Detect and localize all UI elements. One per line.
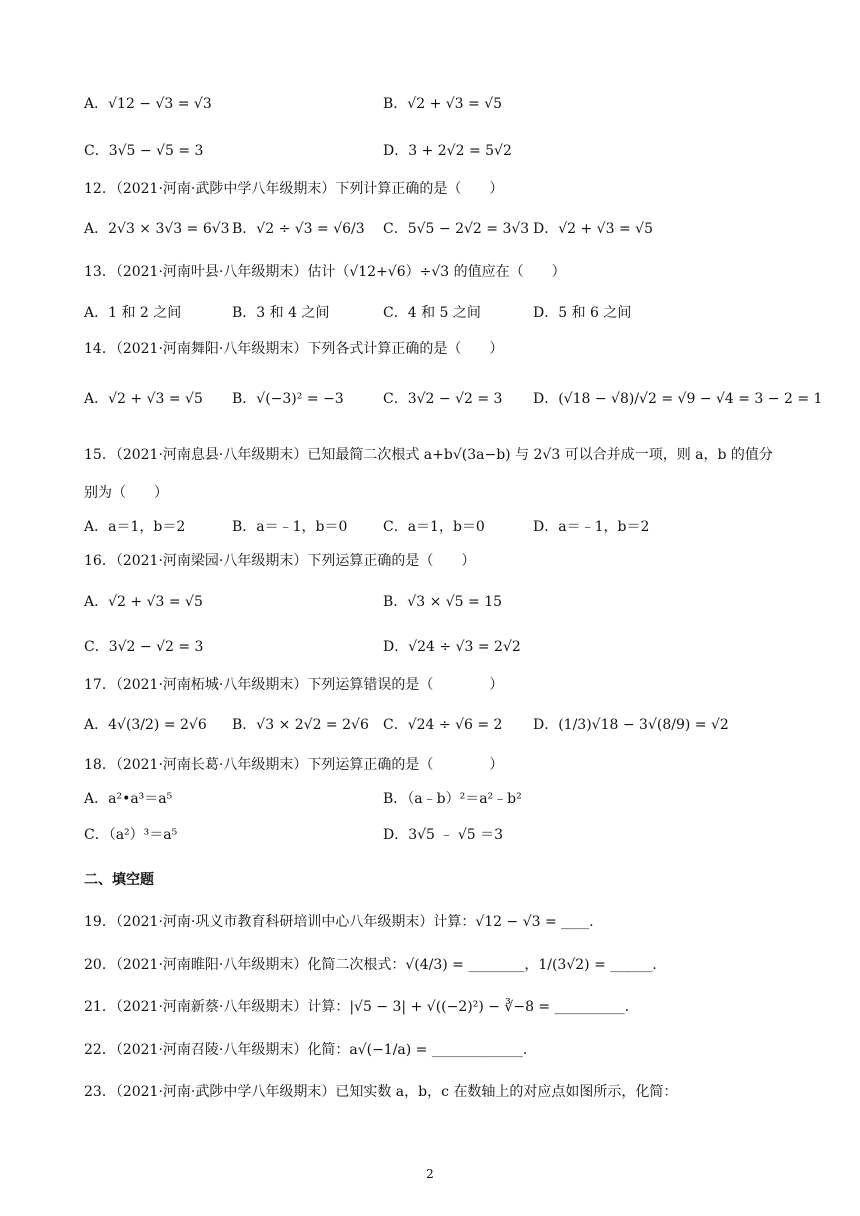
q11-option-b: B．√2 + √3 = √5 xyxy=(383,96,503,112)
q19-text: 19．（2021·河南·巩义市教育科研培训中心八年级期末）计算：√12 − √3 = ____. xyxy=(84,914,594,930)
q17-option-b: B．√3 × 2√2 = 2√6 xyxy=(232,717,369,733)
q14-option-b: B．√(−3)² = −3 xyxy=(232,391,344,407)
section-heading-fill-in: 二、填空题 xyxy=(84,872,154,888)
q16-option-b: B．√3 × √5 = 15 xyxy=(383,594,503,610)
q14-option-d: D．(√18 − √8)/√2 = √9 − √4 = 3 − 2 = 1 xyxy=(533,391,823,407)
q11-option-a: A．√12 − √3 = √3 xyxy=(84,96,212,112)
q16-option-c: C．3√2 − √2 = 3 xyxy=(84,639,204,655)
q18-stem: 18．（2021·河南长葛·八年级期末）下列运算正确的是（ ） xyxy=(84,757,504,773)
q23-text: 23．（2021·河南·武陟中学八年级期末）已知实数 a，b，c 在数轴上的对应点如图所示，化简： xyxy=(84,1084,678,1100)
q17-option-d: D．(1/3)√18 − 3√(8/9) = √2 xyxy=(533,717,729,733)
q15-stem-continued: 别为（ ） xyxy=(84,485,168,501)
page-number: 2 xyxy=(426,1167,434,1181)
q17-option-c: C．√24 ÷ √6 = 2 xyxy=(383,717,503,733)
q18-option-a: A．a²•a³＝a⁵ xyxy=(84,791,173,807)
q15-option-a: A．a＝1，b＝2 xyxy=(84,519,186,535)
q15-option-b: B．a＝﹣1，b＝0 xyxy=(232,519,348,535)
q16-option-d: D．√24 ÷ √3 = 2√2 xyxy=(383,639,521,655)
q14-option-c: C．3√2 − √2 = 3 xyxy=(383,391,503,407)
q20-text: 20．（2021·河南睢阳·八年级期末）化简二次根式：√(4/3) = ________，1/(3√2) = ______. xyxy=(84,957,657,973)
q12-option-d: D．√2 + √3 = √5 xyxy=(533,221,653,237)
q12-option-a: A．2√3 × 3√3 = 6√3 xyxy=(84,221,230,237)
q13-option-d: D．5 和 6 之间 xyxy=(533,305,632,321)
q17-option-a: A．4√(3/2) = 2√6 xyxy=(84,717,207,733)
q12-option-c: C．5√5 − 2√2 = 3√3 xyxy=(383,221,530,237)
q21-text: 21．（2021·河南新蔡·八年级期末）计算：|√5 − 3| + √((−2)²) − ∛−8 = __________. xyxy=(84,999,630,1015)
q15-stem: 15．（2021·河南息县·八年级期末）已知最简二次根式 a+b√(3a−b) 与 2√3 可以合并成一项，则 a，b 的值分 xyxy=(84,447,773,463)
q18-option-c: C．（a²）³＝a⁵ xyxy=(84,827,178,843)
q18-option-b: B．（a﹣b）²＝a²﹣b² xyxy=(383,791,522,807)
q13-option-c: C．4 和 5 之间 xyxy=(383,305,481,321)
q12-stem: 12．（2021·河南·武陟中学八年级期末）下列计算正确的是（ ） xyxy=(84,181,504,197)
q15-option-c: C．a＝1，b＝0 xyxy=(383,519,485,535)
q13-option-b: B．3 和 4 之间 xyxy=(232,305,330,321)
q12-option-b: B．√2 ÷ √3 = √6/3 xyxy=(232,221,365,237)
q16-option-a: A．√2 + √3 = √5 xyxy=(84,594,203,610)
q18-option-d: D．3√5 ﹣ √5 ＝3 xyxy=(383,827,504,843)
q11-option-c: C．3√5 − √5 = 3 xyxy=(84,143,204,159)
q22-text: 22．（2021·河南召陵·八年级期末）化简：a√(−1/a) = _____________. xyxy=(84,1042,528,1058)
q14-stem: 14．（2021·河南舞阳·八年级期末）下列各式计算正确的是（ ） xyxy=(84,341,504,357)
q11-option-d: D．3 + 2√2 = 5√2 xyxy=(383,143,512,159)
q13-stem: 13．（2021·河南叶县·八年级期末）估计（√12+√6）÷√3 的值应在（ ） xyxy=(84,264,566,280)
q17-stem: 17．（2021·河南柘城·八年级期末）下列运算错误的是（ ） xyxy=(84,677,504,693)
q16-stem: 16．（2021·河南梁园·八年级期末）下列运算正确的是（ ） xyxy=(84,553,476,569)
q15-option-d: D．a＝﹣1，b＝2 xyxy=(533,519,650,535)
q13-option-a: A．1 和 2 之间 xyxy=(84,305,182,321)
q14-option-a: A．√2 + √3 = √5 xyxy=(84,391,203,407)
